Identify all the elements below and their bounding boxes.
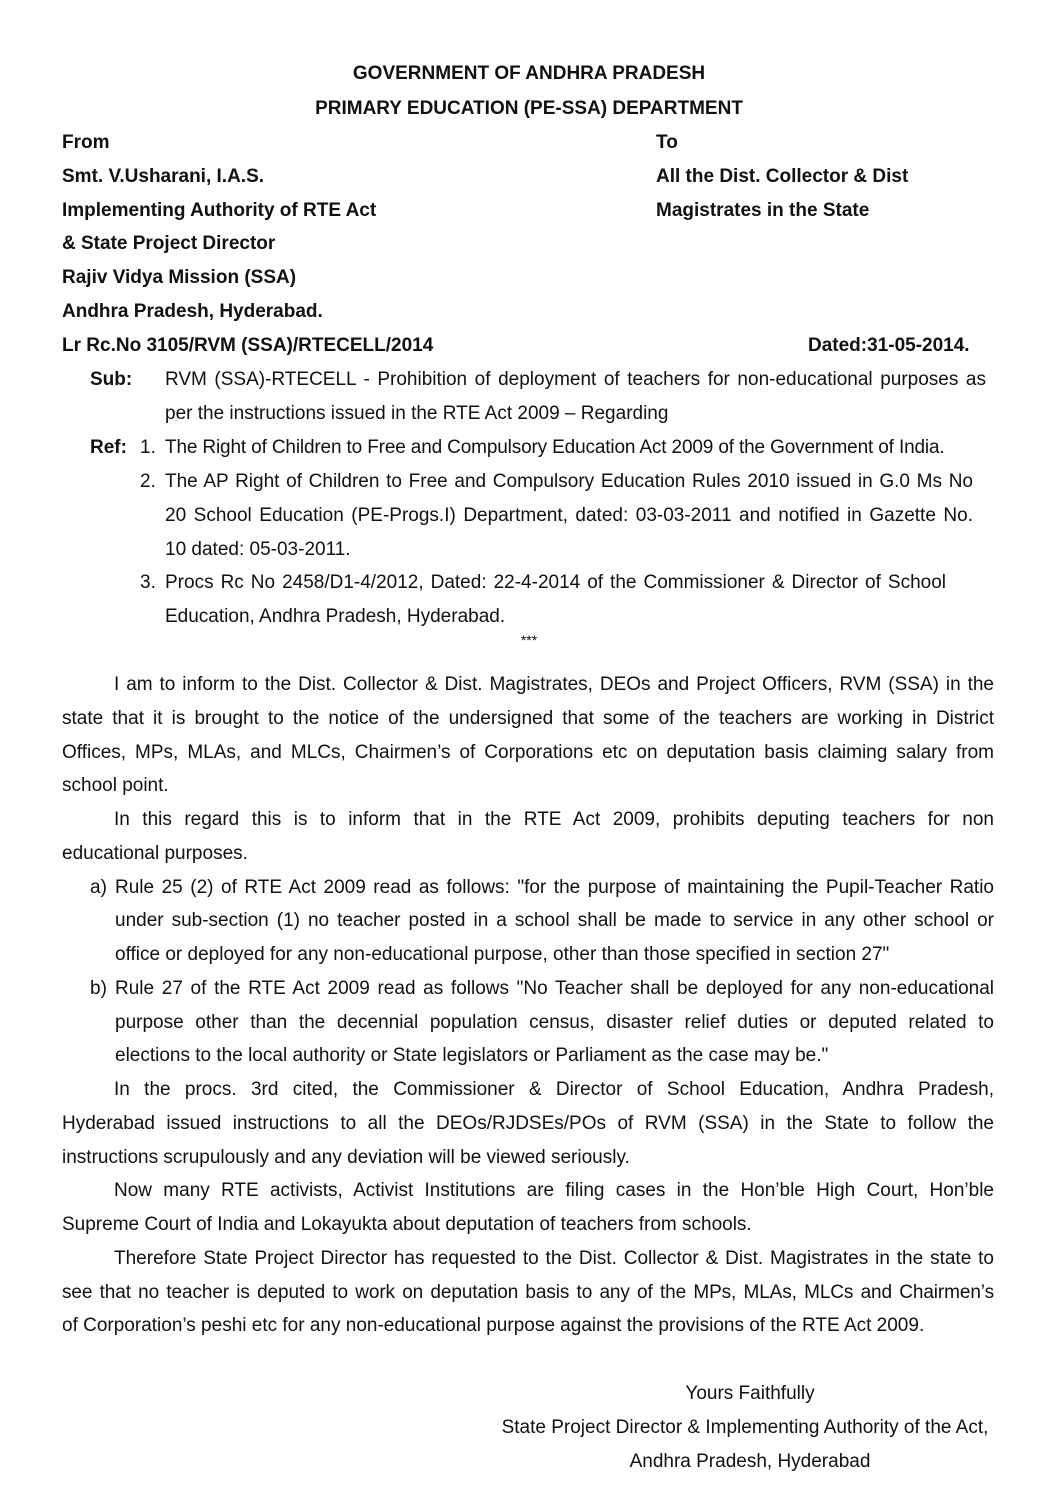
reference-number: 3. [140,572,156,593]
reference-line: 10 dated: 05-03-2011. [165,539,351,560]
department-heading: PRIMARY EDUCATION (PE-SSA) DEPARTMENT [315,98,743,119]
body-line: In the procs. 3rd cited, the Commissioner & Director of School Education, Andhra Pradesh, [114,1079,994,1100]
to-label: To [656,132,678,153]
from-line: Andhra Pradesh, Hyderabad. [62,301,323,322]
to-line: All the Dist. Collector & Dist [656,166,909,187]
subject-line: per the instructions issued in the RTE Act 2009 – Regarding [165,403,669,424]
subject-line: RVM (SSA)-RTECELL - Prohibition of deployment of teachers for non-educational purposes as [165,369,986,390]
letter-reference-number: Lr Rc.No 3105/RVM (SSA)/RTECELL/2014 [62,335,434,356]
reference-line: The AP Right of Children to Free and Compulsory Education Rules 2010 issued in G.0 Ms No [165,471,973,492]
signature-closing: Yours Faithfully [685,1383,815,1404]
body-line: I am to inform to the Dist. Collector & Dist. Magistrates, DEOs and Project Officers, RVM (SSA) in the [114,674,994,695]
body-line: state that it is brought to the notice of the undersigned that some of the teachers are working in District [62,708,994,729]
from-line: Implementing Authority of RTE Act [62,200,377,221]
government-heading: GOVERNMENT OF ANDHRA PRADESH [352,63,706,84]
rule-a-line: office or deployed for any non-educational purpose, other than those specified in section 27" [115,944,890,965]
reference-number: 1. [140,437,156,458]
rule-b-label: b) [90,978,107,999]
references-label: Ref: [90,437,127,458]
reference-line: Procs Rc No 2458/D1-4/2012, Dated: 22-4-2014 of the Commissioner & Director of School [165,572,946,593]
body-line: of Corporation’s peshi etc for any non-educational purpose against the provisions of the RTE Act 2009. [62,1315,925,1336]
body-line: educational purposes. [62,843,248,864]
rule-b-line: elections to the local authority or State legislators or Parliament as the case may be." [115,1045,829,1066]
from-line: & State Project Director [62,233,276,254]
signature-title: State Project Director & Implementing Authority of the Act, [501,1417,989,1438]
rule-a-line: Rule 25 (2) of RTE Act 2009 read as follows: "for the purpose of maintaining the Pupil-Teacher Ratio [115,877,994,898]
rule-b-line: purpose other than the decennial population census, disaster relief duties or deputed related to [115,1012,994,1033]
body-line: see that no teacher is deputed to work on deputation basis to any of the MPs, MLAs, MLCs and Chairmen’s [62,1282,994,1303]
rule-a-label: a) [90,877,107,898]
from-label: From [62,132,110,153]
subject-label: Sub: [90,369,133,390]
body-line: Supreme Court of India and Lokayukta about deputation of teachers from schools. [62,1214,752,1235]
body-line: instructions scrupulously and any deviation will be viewed seriously. [62,1147,630,1168]
body-line: Offices, MPs, MLAs, and MLCs, Chairmen’s of Corporations etc on deputation basis claiming salary from [62,742,994,763]
rule-a-line: under sub-section (1) no teacher posted in a school shall be made to service in any other school or [115,910,994,931]
reference-line: Education, Andhra Pradesh, Hyderabad. [165,606,506,627]
body-line: Now many RTE activists, Activist Institutions are filing cases in the Hon’ble High Court, Hon’ble [114,1180,994,1201]
signature-place: Andhra Pradesh, Hyderabad [629,1451,871,1472]
reference-number: 2. [140,471,156,492]
to-line: Magistrates in the State [656,200,870,221]
from-line: Smt. V.Usharani, I.A.S. [62,166,265,187]
body-line: In this regard this is to inform that in the RTE Act 2009, prohibits deputing teachers for non [114,809,994,830]
reference-line: The Right of Children to Free and Compulsory Education Act 2009 of the Government of India. [165,437,945,458]
rule-b-line: Rule 27 of the RTE Act 2009 read as follows "No Teacher shall be deployed for any non-educational [115,978,994,999]
reference-line: 20 School Education (PE-Progs.I) Department, dated: 03-03-2011 and notified in Gazette No. [165,505,973,526]
body-line: school point. [62,775,169,796]
separator-asterisks: *** [520,632,538,648]
letter-date: Dated:31-05-2014. [808,335,970,356]
from-line: Rajiv Vidya Mission (SSA) [62,267,297,288]
body-line: Hyderabad issued instructions to all the DEOs/RJDSEs/POs of RVM (SSA) in the State to follow the [62,1113,994,1134]
body-line: Therefore State Project Director has requested to the Dist. Collector & Dist. Magistrates in the state to [114,1248,994,1269]
